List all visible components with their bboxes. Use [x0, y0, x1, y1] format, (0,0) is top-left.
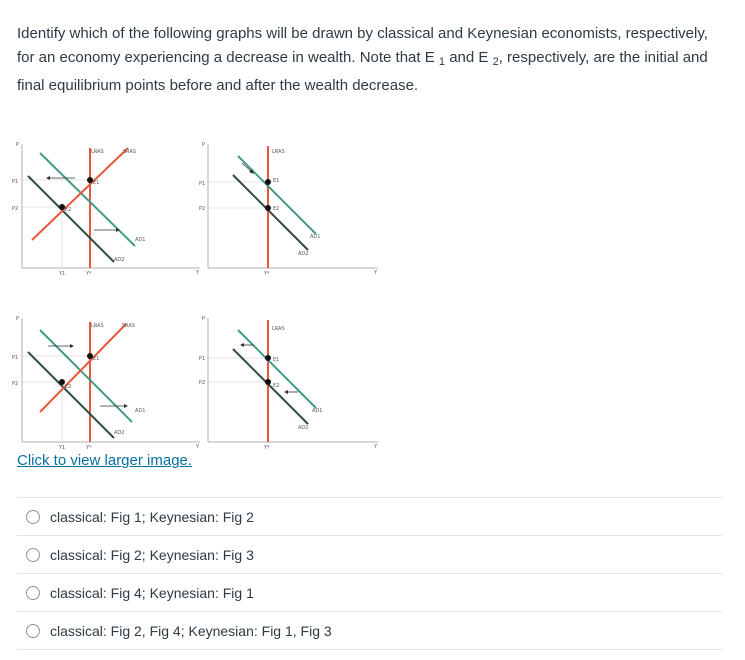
- sras-line: [40, 324, 126, 412]
- ad2-line: [28, 352, 114, 438]
- figure-1[interactable]: [10, 138, 210, 278]
- x-axis-label: Y: [374, 444, 378, 450]
- y-axis-label: P: [16, 142, 20, 148]
- radio-button[interactable]: [26, 624, 40, 638]
- ad1-line: [238, 156, 316, 234]
- e2-label: E2: [65, 384, 72, 390]
- ad1-label: AD1: [310, 234, 321, 240]
- yf-label: Y*: [86, 445, 92, 451]
- x-axis-label: Y: [374, 270, 378, 276]
- lras-label: LRAS: [272, 149, 285, 155]
- subscript-2: 2: [492, 56, 499, 68]
- y1-label: Y1: [59, 445, 66, 451]
- option-label: classical: Fig 4; Keynesian: Fig 1: [50, 584, 254, 601]
- question-part-1: Identify which of the following graphs will be drawn by classical and Keynesian economists, respectively, for an economy experiencing a decrease in wealth. Note that E: [17, 25, 708, 66]
- ad1-label: AD1: [312, 408, 323, 414]
- ad1-line: [40, 330, 132, 422]
- option-label: classical: Fig 2; Keynesian: Fig 3: [50, 546, 254, 563]
- answer-options: [17, 497, 722, 650]
- ad1-line: [40, 153, 135, 246]
- option-1[interactable]: [17, 497, 722, 535]
- e1-point: [265, 355, 271, 361]
- y-axis-label: P: [202, 316, 206, 322]
- sras-label: SRAS: [123, 149, 137, 155]
- figure-4[interactable]: [198, 312, 388, 452]
- lras-label: LRAS: [272, 326, 285, 332]
- e2-point: [265, 379, 271, 385]
- ad2-label: AD2: [114, 257, 125, 263]
- lras-label: LRAS: [91, 149, 104, 155]
- x-axis-label: Y: [196, 444, 200, 450]
- ad2-line: [233, 175, 308, 250]
- yf-label: Y*: [264, 271, 270, 277]
- p2-label: P2: [199, 380, 206, 386]
- figure-2[interactable]: [198, 138, 388, 278]
- yf-label: Y*: [86, 271, 92, 277]
- option-label: classical: Fig 1; Keynesian: Fig 2: [50, 508, 254, 525]
- option-4[interactable]: [17, 611, 722, 650]
- option-label: classical: Fig 2, Fig 4; Keynesian: Fig 1, Fig 3: [50, 622, 332, 639]
- e2-label: E2: [65, 207, 72, 213]
- ad2-label: AD2: [114, 430, 125, 436]
- question-part-2: and E: [445, 49, 493, 66]
- radio-button[interactable]: [26, 548, 40, 562]
- option-2[interactable]: [17, 535, 722, 573]
- e1-point: [265, 179, 271, 185]
- e1-label: E1: [93, 356, 100, 362]
- ad2-label: AD2: [298, 425, 309, 431]
- p1-label: P1: [199, 356, 206, 362]
- p2-label: P2: [199, 206, 206, 212]
- lras-label: LRAS: [91, 323, 104, 329]
- p1-label: P1: [12, 179, 19, 185]
- radio-button[interactable]: [26, 586, 40, 600]
- e2-label: E2: [273, 206, 280, 212]
- question-part-3: , respectively, are the initial and final equilibrium points before and after the wealth decrease.: [17, 49, 708, 94]
- option-3[interactable]: [17, 573, 722, 611]
- view-larger-image-link[interactable]: Click to view larger image.: [17, 452, 193, 469]
- ad2-line: [28, 176, 114, 262]
- ad1-label: AD1: [135, 408, 146, 414]
- x-axis-label: Y: [196, 270, 200, 276]
- ad1-label: AD1: [135, 237, 146, 243]
- e2-label: E2: [273, 383, 280, 389]
- ad2-line: [233, 349, 308, 424]
- p1-label: P1: [199, 181, 206, 187]
- ad2-label: AD2: [298, 251, 309, 257]
- p1-label: P1: [12, 355, 19, 361]
- question-text: [17, 22, 729, 98]
- e1-label: E1: [273, 357, 280, 363]
- e1-label: E1: [93, 180, 100, 186]
- y-axis-label: P: [16, 316, 20, 322]
- sras-label: SRAS: [122, 323, 136, 329]
- subscript-1: 1: [438, 56, 446, 68]
- e2-point: [265, 205, 271, 211]
- ad1-line: [238, 330, 316, 408]
- y1-label: Y1: [59, 271, 66, 277]
- radio-button[interactable]: [26, 510, 40, 524]
- p2-label: P2: [12, 381, 19, 387]
- p2-label: P2: [12, 206, 19, 212]
- figure-3[interactable]: [10, 312, 210, 452]
- e1-label: E1: [273, 178, 280, 184]
- yf-label: Y*: [264, 445, 270, 451]
- y-axis-label: P: [202, 142, 206, 148]
